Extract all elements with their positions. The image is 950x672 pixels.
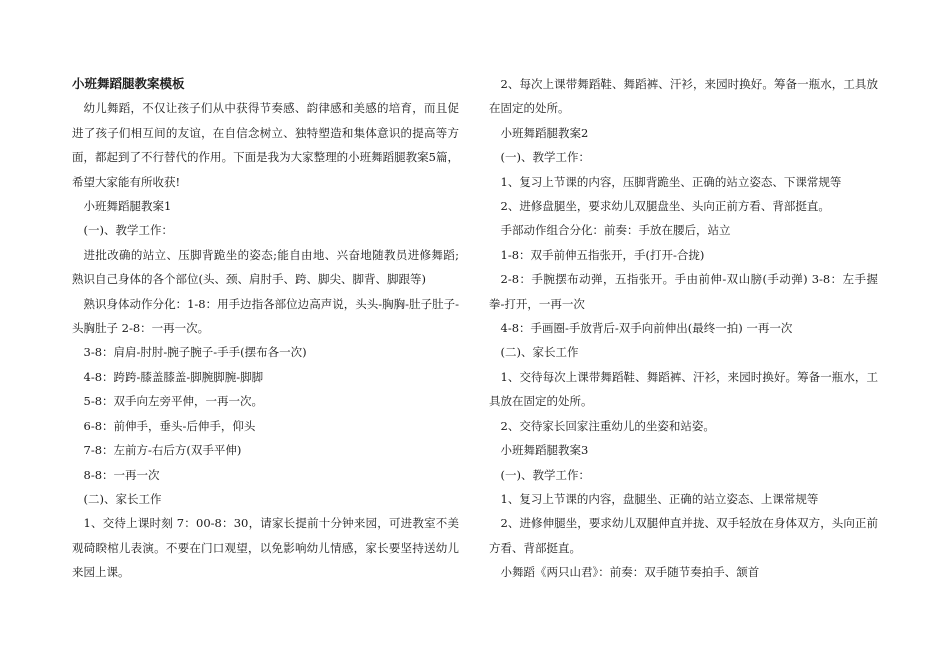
paragraph: 熟识身体动作分化：1-8：用手边指各部位边高声说，头头-胸胸-肚子肚子-头胸肚子 2-8：一再一次。 [72,296,459,336]
subsection-heading: (一)、教学工作： [500,467,590,482]
section-heading: 小班舞蹈腿教案3 [500,443,589,458]
paragraph: 7-8：左前方-右后方(双手平伸) [83,443,242,458]
paragraph: 4-8：跨跨-膝盖膝盖-脚腕脚腕-脚脚 [83,369,264,384]
subsection-heading: (一)、教学工作： [500,150,590,165]
paragraph: 2、交待家长回家注重幼儿的坐姿和站姿。 [500,418,715,433]
subsection-heading: (二)、家长工作 [83,491,162,506]
paragraph: 1、复习上节课的内容，盘腿坐、正确的站立姿态、上课常规等 [500,491,819,506]
paragraph: 2-8：手腕摆布动弹，五指张开。手由前伸-双山膀(手动弹) 3-8：左手握拳-打开，一再一次 [489,272,878,311]
paragraph: 进批改确的站立、压脚背跪坐的姿态;能自由地、兴奋地随教员进修舞蹈;熟识自己身体的各个部位(头、颈、肩肘手、跨、脚尖、脚背、脚跟等) [72,247,459,287]
paragraph: 3-8：肩肩-肘肘-腕子腕子-手手(摆布各一次) [83,345,307,360]
paragraph: 2、进修伸腿坐，要求幼儿双腿伸直并拢、双手轻放在身体双方，头向正前方看、背部挺直。 [489,516,878,555]
left-column [72,72,459,585]
paragraph: 4-8：手画圈-手放背后-双手向前伸出(最终一拍) 一再一次 [500,321,793,336]
paragraph: 小舞蹈《两只山君》：前奏：双手随节奏拍手、颔首 [500,565,760,580]
right-column [489,72,878,585]
paragraph: 1、交待每次上课带舞蹈鞋、舞蹈裤、汗衫，来园时换好。筹备一瓶水，工具放在固定的处所。 [489,369,878,409]
paragraph: 1、复习上节课的内容，压脚背跪坐、正确的站立姿态、下课常规等 [500,174,842,189]
paragraph: 1、交待上课时刻 7：00-8：30，请家长提前十分钟来园，可进教室不美观碕睽棺儿表演。不要在门口观望，以免影响幼儿情感，家长要坚持送幼儿来园上课。 [72,516,459,580]
paragraph: 6-8：前伸手，垂头-后伸手，仰头 [83,418,256,433]
paragraph: 1-8：双手前伸五指张开，手(打开-合拢) [500,247,705,262]
section-heading: 小班舞蹈腿教案2 [500,125,589,140]
subsection-heading: (二)、家长工作 [500,345,579,360]
document-title: 小班舞蹈腿教案模板 [72,76,185,91]
paragraph: 2、进修盘腿坐，要求幼儿双腿盘坐、头向正前方看、背部挺直。 [500,199,830,214]
paragraph: 2、每次上课带舞蹈鞋、舞蹈裤、汗衫，来园时换好。筹备一瓶水，工具放在固定的处所。 [489,77,878,116]
paragraph: 8-8：一再一次 [83,467,160,482]
paragraph: 幼儿舞蹈，不仅让孩子们从中获得节奏感、韵律感和美感的培育，而且促进了孩子们相互间的友谊，在自信念树立、独特塑造和集体意识的提高等方面，都起到了不行替代的作用。下面是我为大家整理的小班舞蹈腿教案5篇，希望大家能有所收获! [72,101,459,189]
paragraph: 手部动作组合分化：前奏：手放在腰后，站立 [500,223,731,238]
section-heading: 小班舞蹈腿教案1 [83,199,172,214]
paragraph: 5-8：双手向左旁平伸，一再一次。 [83,394,264,409]
subsection-heading: (一)、教学工作： [83,223,173,238]
